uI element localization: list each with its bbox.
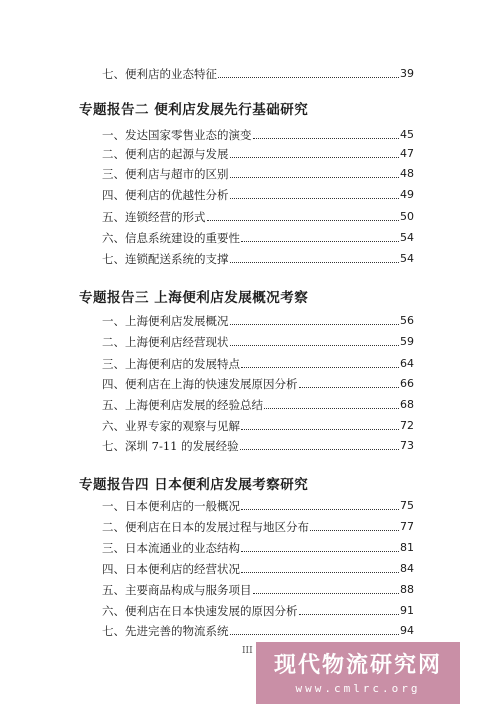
leader-dots [253, 593, 400, 594]
toc-entry-title: 一、上海便利店发展概况 [102, 314, 229, 328]
leader-dots [241, 241, 399, 242]
toc-entry-title: 五、主要商品构成与服务项目 [102, 583, 252, 597]
leader-dots [253, 138, 400, 139]
toc-entry[interactable] [102, 333, 414, 351]
toc-entry-page: 48 [400, 167, 414, 180]
toc-entry[interactable] [102, 437, 414, 455]
page-number: III [242, 646, 253, 656]
leader-dots [230, 324, 400, 325]
toc-entry[interactable] [102, 65, 414, 83]
toc-entry[interactable] [102, 208, 414, 226]
toc-entry[interactable] [102, 250, 414, 268]
leader-dots [230, 262, 400, 263]
toc-entry-title: 七、便利店的业态特征 [102, 67, 217, 81]
toc-entry-page: 39 [400, 67, 414, 80]
leader-dots [241, 429, 399, 430]
toc-entry[interactable] [102, 560, 414, 578]
toc-entry[interactable] [102, 145, 414, 163]
section-heading: 专题报告三 上海便利店发展概况考察 [79, 290, 309, 306]
watermark-banner [256, 642, 460, 704]
leader-dots [218, 77, 399, 78]
toc-entry-title: 三、上海便利店的发展特点 [102, 357, 240, 371]
leader-dots [230, 157, 400, 158]
toc-entry-page: 91 [400, 604, 414, 617]
toc-entry-title: 二、上海便利店经营现状 [102, 335, 229, 349]
toc-entry[interactable] [102, 186, 414, 204]
toc-entry-title: 六、信息系统建设的重要性 [102, 231, 240, 245]
toc-entry[interactable] [102, 396, 414, 414]
toc-entry[interactable] [102, 581, 414, 599]
toc-entry-title: 四、便利店的优越性分析 [102, 188, 229, 202]
toc-entry-page: 84 [400, 562, 414, 575]
toc-entry-page: 75 [400, 499, 414, 512]
section-heading: 专题报告四 日本便利店发展考察研究 [79, 477, 309, 493]
leader-dots [230, 634, 400, 635]
toc-entry-title: 四、便利店在上海的快速发展原因分析 [102, 377, 298, 391]
toc-entry[interactable] [102, 375, 414, 393]
toc-entry-page: 88 [400, 583, 414, 596]
watermark-url: www.cmlrc.org [295, 682, 421, 695]
toc-entry[interactable] [102, 539, 414, 557]
toc-entry-title: 二、便利店在日本的发展过程与地区分布 [102, 520, 309, 534]
leader-dots [299, 614, 400, 615]
toc-entry[interactable] [102, 165, 414, 183]
toc-entry-page: 56 [400, 314, 414, 327]
toc-entry-title: 六、便利店在日本快速发展的原因分析 [102, 604, 298, 618]
leader-dots [241, 572, 399, 573]
leader-dots [230, 198, 400, 199]
toc-entry[interactable] [102, 622, 414, 640]
leader-dots [207, 220, 400, 221]
leader-dots [230, 177, 400, 178]
toc-entry-title: 七、连锁配送系统的支撑 [102, 252, 229, 266]
toc-entry-title: 六、业界专家的观察与见解 [102, 419, 240, 433]
toc-entry-title: 五、上海便利店发展的经验总结 [102, 398, 263, 412]
toc-entry-page: 72 [400, 419, 414, 432]
watermark-name: 现代物流研究网 [273, 653, 442, 678]
leader-dots [310, 530, 399, 531]
toc-entry-page: 59 [400, 335, 414, 348]
toc-entry-page: 73 [400, 439, 414, 452]
toc-entry-title: 一、日本便利店的一般概况 [102, 499, 240, 513]
toc-entry-page: 49 [400, 188, 414, 201]
toc-entry-title: 五、连锁经营的形式 [102, 210, 206, 224]
toc-entry-title: 七、深圳 7-11 的发展经验 [102, 439, 239, 453]
toc-entry[interactable] [102, 312, 414, 330]
toc-entry[interactable] [102, 518, 414, 536]
toc-entry-page: 45 [400, 128, 414, 141]
leader-dots [241, 367, 399, 368]
toc-entry-page: 64 [400, 357, 414, 370]
toc-entry[interactable] [102, 497, 414, 515]
toc-entry-title: 一、发达国家零售业态的演变 [102, 128, 252, 142]
toc-entry-page: 50 [400, 210, 414, 223]
toc-entry-title: 三、便利店与超市的区别 [102, 167, 229, 181]
toc-entry[interactable] [102, 602, 414, 620]
toc-entry-page: 66 [400, 377, 414, 390]
toc-entry-page: 94 [400, 624, 414, 637]
toc-entry-title: 三、日本流通业的业态结构 [102, 541, 240, 555]
toc-entry-page: 81 [400, 541, 414, 554]
leader-dots [240, 449, 399, 450]
toc-entry-title: 四、日本便利店的经营状况 [102, 562, 240, 576]
toc-entry-title: 二、便利店的起源与发展 [102, 147, 229, 161]
toc-entry-title: 七、先进完善的物流系统 [102, 624, 229, 638]
toc-entry-page: 47 [400, 147, 414, 160]
leader-dots [264, 408, 399, 409]
toc-entry[interactable] [102, 417, 414, 435]
toc-entry-page: 54 [400, 231, 414, 244]
toc-entry-page: 54 [400, 252, 414, 265]
toc-entry[interactable] [102, 126, 414, 144]
leader-dots [241, 551, 399, 552]
toc-entry[interactable] [102, 229, 414, 247]
leader-dots [241, 509, 399, 510]
leader-dots [230, 345, 400, 346]
section-heading: 专题报告二 便利店发展先行基础研究 [79, 102, 309, 118]
toc-entry-page: 77 [400, 520, 414, 533]
toc-entry-page: 68 [400, 398, 414, 411]
leader-dots [299, 387, 400, 388]
toc-entry[interactable] [102, 355, 414, 373]
